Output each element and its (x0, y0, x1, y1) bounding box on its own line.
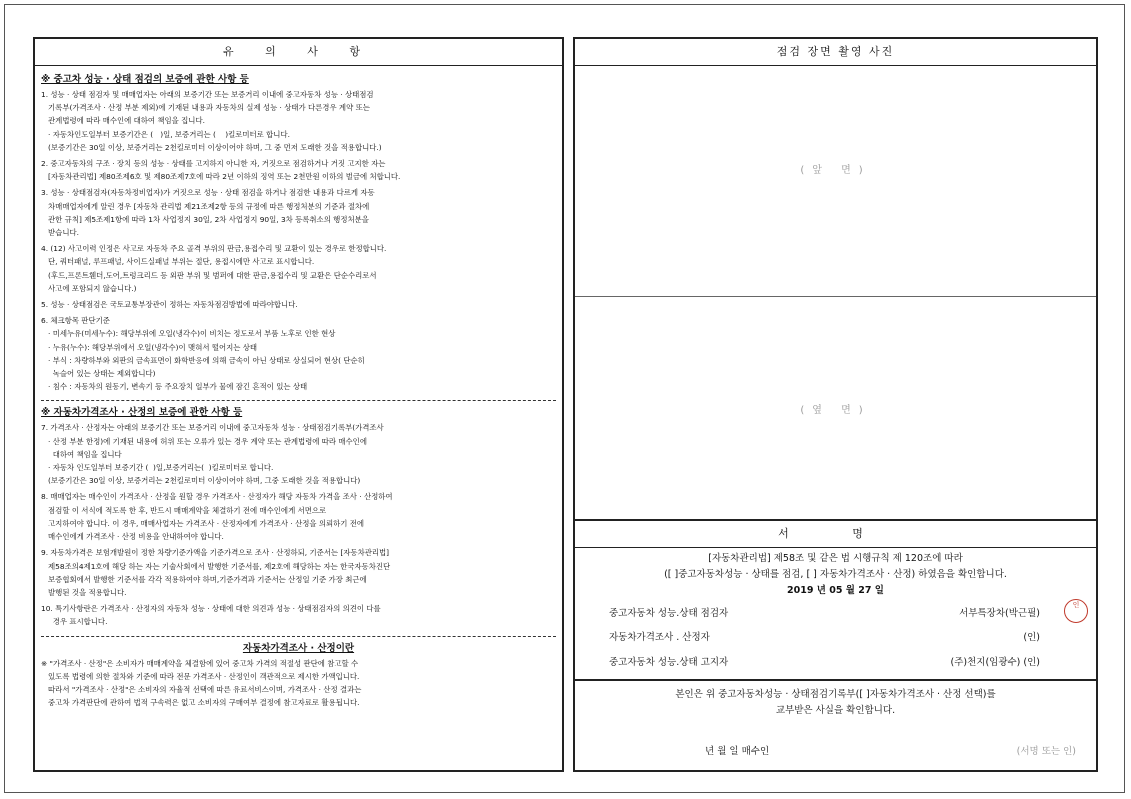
inspector-label: 중고자동차 성능.상태 점검자 (609, 608, 729, 619)
signature-section (575, 547, 1096, 679)
spacer (41, 629, 556, 632)
notice-item (41, 157, 556, 183)
price-definition-title: 자동차가격조사 · 산정이란 (242, 642, 355, 654)
signature-title: 서 명 (575, 519, 1096, 548)
side-photo-label: (옆 면) (800, 405, 871, 416)
definition-line: 중고차 가격판단에 관하여 법적 구속력은 없고 소비자의 구매여부 결정에 참고자료로 활용됩니다. (41, 698, 360, 708)
photo-title: 점검 장면 촬영 사진 (575, 39, 1096, 66)
side-photo-area (575, 297, 1096, 517)
divider (41, 400, 556, 401)
notice-line: 경우 표시합니다. (41, 617, 108, 627)
appraiser-value: (인) (1023, 632, 1040, 643)
notice-line: 5. 성능 · 상태점검은 국토교통부장관이 정하는 자동차점검방법에 따라야합니다. (41, 300, 298, 310)
inspector-row (575, 601, 1096, 625)
photo-sign-panel (573, 37, 1098, 772)
notice-line: 4. (12) 사고이력 인정은 사고로 자동차 주요 골격 부위의 판금,용접수리 및 교환이 있는 경우로 한정합니다. (41, 244, 387, 254)
notice-line: 6. 체크항목 판단기준 (41, 316, 110, 326)
seal-stamp: 인 (1064, 599, 1088, 623)
notice-line: (후드,프론트휀더,도어,트렁크리드 등 외판 부위 및 범퍼에 대한 판금,용접수리 및 교환은 단순수리로서 (41, 270, 377, 280)
notice-line: 매수인에게 가격조사 · 산정 비용을 안내하여야 합니다. (41, 532, 224, 542)
notice-line: 관한 규칙] 제5조제1항에 따라 1차 사업정지 30일, 2차 사업정지 90일, 3차 등록취소의 행정처분을 (41, 214, 369, 224)
price-definition-text (41, 657, 556, 710)
notice-item (41, 242, 556, 295)
performance-warranty-items (41, 88, 556, 396)
notice-line: · 미세누유(미세누수): 해당부위에 오일(냉각수)이 비치는 정도로서 부품 노후로 인한 현상 (41, 329, 336, 339)
appraiser-row (575, 629, 1096, 649)
notifier-label: 중고자동차 성능.상태 고지자 (609, 657, 729, 668)
notifier-row (575, 654, 1096, 674)
buyer-signature-placeholder: (서명 또는 인) (1016, 746, 1076, 757)
buyer-confirmation (575, 679, 1096, 757)
front-photo-label: (앞 면) (800, 165, 871, 176)
notice-line: · 산정 부분 한정)에 기재된 내용에 허위 또는 오류가 있는 경우 계약 또는 관계법령에 따라 매수인에 (41, 436, 367, 446)
notice-line: 기록부(가격조사 · 산정 부분 제외)에 기재된 내용과 자동차의 실제 성능 · 상태가 다른경우 계약 또는 (41, 103, 370, 113)
notice-line: · 자동차인도일부터 보증기간은 ( )일, 보증거리는 ( )킬로미터로 합니다. (41, 129, 290, 139)
notice-line: 녹슬어 있는 상태는 제외합니다) (41, 369, 156, 379)
notice-line: 관계법령에 따라 매수인에 대하여 책임을 집니다. (41, 116, 205, 126)
notice-content (35, 66, 562, 709)
notice-line: 보증협회에서 발행한 기준서를 각각 적용하여야 하며,기준가격과 기준서는 산정일 기준 가장 최근에 (41, 574, 367, 584)
notice-item (41, 186, 556, 239)
section-performance-warranty-title: ※ 중고차 성능 · 상태 점검의 보증에 관한 사항 등 (41, 74, 249, 85)
price-warranty-items (41, 421, 556, 631)
notifier-value: (주)천지(임광수) (인) (950, 657, 1040, 668)
notice-line: 제58조의4제1호에 해당 하는 자는 기술사회에서 발행한 기준서를, 제2호에 해당하는 자는 한국자동차진단 (41, 561, 391, 571)
notice-line: 사고에 포함되지 않습니다.) (41, 283, 137, 293)
notice-line: · 부식 : 차량하부와 외판의 금속표면이 화학반응에 의해 금속이 아닌 상태로 상실되어 현상( 단순히 (41, 355, 365, 365)
notice-line: [자동차관리법] 제80조제6호 및 제80조제7호에 따라 2년 이하의 징역 또는 2천만원 이하의 벌금에 처합니다. (41, 172, 401, 182)
notice-item (41, 490, 556, 543)
notice-line: 10. 특기사항란은 가격조사 · 산정자의 자동차 성능 · 상태에 대한 의견과 성능 · 상태점검자의 의견이 다를 (41, 604, 381, 614)
notice-line: 9. 자동차가격은 보험개발원이 정한 차량기준가액을 기준가격으로 조사 · 산정하되, 기준서는 [자동차관리법] (41, 548, 390, 558)
notice-line: · 자동차 인도일부터 보증기간 ( )일,보증거리는( )킬로미터로 합니다. (41, 463, 274, 473)
notice-line: 발행된 것을 적용합니다. (41, 587, 127, 597)
notice-item (41, 421, 556, 487)
notice-line: 1. 성능 · 상태 점검자 및 매매업자는 아래의 보증기간 또는 보증거리 이내에 중고자동차 성능 · 상태점검 (41, 90, 374, 99)
appraiser-label: 자동차가격조사 . 산정자 (609, 632, 710, 643)
notice-line: 받습니다. (41, 228, 79, 238)
notice-line: (보증기간은 30일 이상, 보증거리는 2천킬로미터 이상이어야 하며, 그중 도래한 것을 적용합니다) (41, 476, 361, 486)
notice-line: 단, 쿼터패널, 루프패널, 사이드실패널 부위는 절단, 용접시에만 사고로 표시합니다. (41, 257, 315, 267)
notice-item (41, 298, 556, 311)
notice-line: 대하여 책임을 집니다 (41, 449, 122, 459)
divider (41, 636, 556, 637)
front-photo-area (575, 65, 1096, 297)
notice-line: · 누유(누수): 해당부위에서 오일(냉각수)이 맺혀서 떨어지는 상태 (41, 342, 258, 352)
definition-line: ※ "가격조사 · 산정"은 소비자가 매매계약을 체결함에 있어 중고차 가격의 적절성 판단에 참고할 수 (41, 658, 359, 668)
signature-date: 2019 년 05 월 27 일 (787, 585, 884, 596)
notice-item (41, 602, 556, 628)
notice-line: 고지하여야 합니다. 이 경우, 매매사업자는 가격조사 · 산정자에게 가격조사 · 산정을 의뢰하기 전에 (41, 518, 365, 528)
notice-line: 점검할 이 서식에 적도록 한 후, 반드시 매매계약을 체결하기 전에 매수인에게 서면으로 (41, 505, 327, 515)
buyer-date: 년 월 일 매수인 (705, 746, 770, 757)
notice-title: 유 의 사 항 (35, 39, 562, 66)
buyer-statement-line2: 교부받은 사실을 확인합니다. (775, 705, 896, 716)
notice-panel (33, 37, 564, 772)
notice-line: 2. 중고자동차의 구조 · 장치 등의 성능 · 상태를 고지하지 아니한 자, 거짓으로 점검하거나 거짓 고지한 자는 (41, 159, 386, 169)
notice-line: 3. 성능 · 상태점검자(자동차정비업자)가 거짓으로 성능 · 상태 점검을 하거나 점검한 내용과 다르게 자동 (41, 188, 375, 198)
notice-item (41, 314, 556, 393)
law-reference: [자동차관리법] 제58조 및 같은 법 시행규칙 제 120조에 따라 (708, 553, 963, 564)
notice-item (41, 88, 556, 154)
confirmation-statement: ([ ]중고자동차성능 · 상태를 점검, [ ] 자동차가격조사 · 산정) 하였음을 확인합니다. (664, 569, 1007, 580)
notice-line: 8. 매매업자는 매수인이 가격조사 · 산정을 원할 경우 가격조사 · 산정자가 해당 자동차 가격을 조사 · 산정하여 (41, 492, 393, 502)
buyer-statement-line1: 본인은 위 중고자동차성능 · 상태점검기록부([ ]자동차가격조사 · 산정 선택)를 (675, 689, 996, 700)
definition-line: 따라서 "가격조사 · 산정"은 소비자의 자율적 선택에 따른 유료서비스이며, 가격조사 · 산정 결과는 (41, 684, 362, 694)
spacer (41, 393, 556, 396)
notice-item (41, 546, 556, 599)
definition-line: 있도록 법령에 의한 절차와 기준에 따라 전문 가격조사 · 산정인이 객관적으로 제시한 가액입니다. (41, 671, 360, 681)
section-price-warranty-title: ※ 자동차가격조사 · 산정의 보증에 관한 사항 등 (41, 407, 243, 419)
notice-line: (보증기간은 30일 이상, 보증거리는 2천킬로미터 이상이어야 하며, 그 중 먼저 도래한 것을 적용합니다.) (41, 142, 382, 152)
inspector-value: 서부특장차(박근필) (959, 608, 1040, 619)
notice-line: · 침수 : 자동차의 원동기, 변속기 등 주요장치 일부가 물에 잠긴 흔적이 있는 상태 (41, 382, 308, 392)
notice-line: 차매매업자에게 알린 경우 [자동차 관리법 제21조제2항 등의 규정에 따른 행정처분의 기준과 절차에 (41, 201, 370, 211)
notice-line: 7. 가격조사 · 산정자는 아래의 보증기간 또는 보증거리 이내에 중고자동차 성능 · 상태점검기록부(가격조사 (41, 423, 384, 433)
